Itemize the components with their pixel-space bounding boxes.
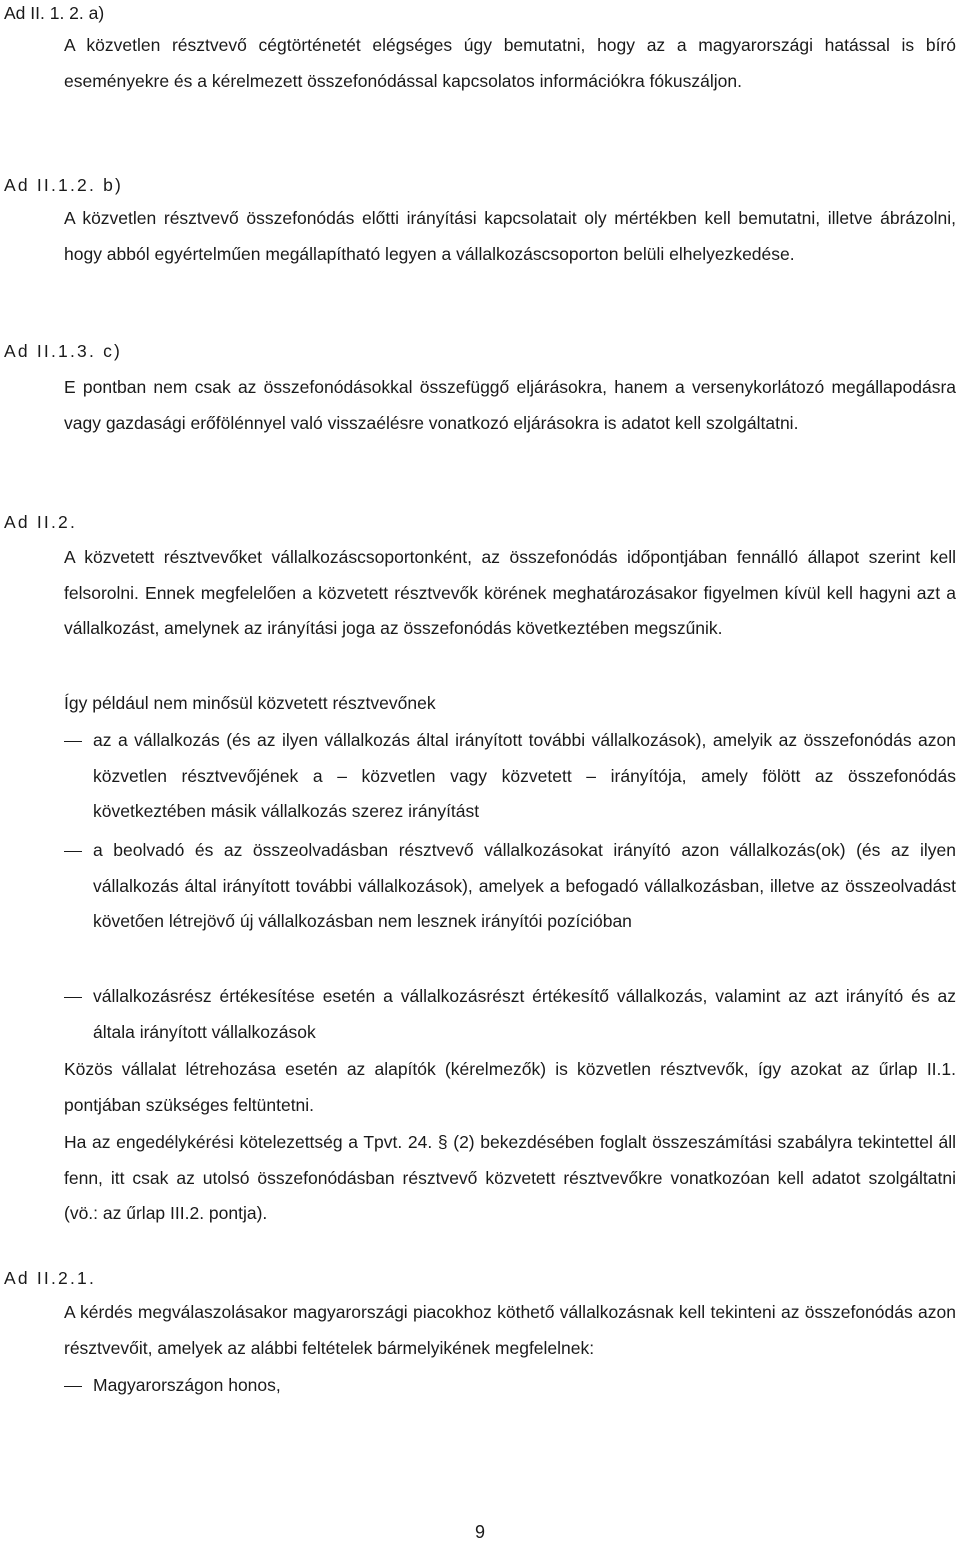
section-paragraph-ii-1-3-c: E pontban nem csak az összefonódásokkal összefüggő eljárásokra, hanem a versenykorlátozó megállapodásra vagy gazdasági erőfölénnyel való visszaélésre vonatkozó eljárásokra is adatot kell szolgáltatni. [64,377,956,433]
bullet-dash [64,997,82,998]
bullet-item: Magyarországon honos, [93,1375,281,1395]
section-paragraph-ii-2: A közvetett résztvevőket vállalkozáscsoportonként, az összefonódás időpontjában fennálló állapot szerint kell felsorolni. Ennek megfelelően a közvetett résztvevők körének meghatározásakor figyelmen kívül kell hagyni azt a vállalkozást, amelynek az irányítási joga az összefonódás következtében megszűnik. [64,547,956,638]
bullet-item: az a vállalkozás (és az ilyen vállalkozás által irányított további vállalkozások), amelyik az összefonódás azon közvetlen résztvevőjének a – közvetlen vagy közvetett – irányítója, amely fölött az összefonódás következtében másik vállalkozás szerez irányítást [93,730,956,821]
section-heading-ii-1-2-a: Ad II. 1. 2. a) [4,3,105,23]
bullet-dash [64,741,82,742]
bullet-item: a beolvadó és az összeolvadásban résztvevő vállalkozásokat irányító azon vállalkozás(ok) (és az ilyen vállalkozás által irányított további vállalkozások), amelyek a befogadó vállalkozásban, illetve az összeolvadást követően létrejövő új vállalkozásban nem lesznek irányítói pozícióban [93,840,956,931]
section-heading-ii-1-3-c: Ad II.1.3. c) [4,341,123,361]
bullet-dash [64,851,82,852]
section-paragraph-ii-1-2-a: A közvetlen résztvevő cégtörténetét elégséges úgy bemutatni, hogy az a magyarországi hatással is bíró eseményekre és a kérelmezett összefonódással kapcsolatos információkra fókuszáljon. [64,35,956,91]
section-heading-ii-1-2-b: Ad II.1.2. b) [4,175,124,195]
section-intro-ii-2: Így például nem minősül közvetett résztvevőnek [64,693,436,713]
section-paragraph-ii-1-2-b: A közvetlen résztvevő összefonódás előtti irányítási kapcsolatait oly mértékben kell bemutatni, illetve ábrázolni, hogy abból egyértelműen megállapítható legyen a vállalkozáscsoporton belüli elhelyezkedése. [64,208,956,264]
section-paragraph-ii-2-1: A kérdés megválaszolásakor magyarországi piacokhoz köthető vállalkozásnak kell tekinteni az összefonódás azon résztvevőit, amelyek az alábbi feltételek bármelyikének megfelelnek: [64,1302,956,1358]
tpvt-paragraph: Ha az engedélykérési kötelezettség a Tpvt. 24. § (2) bekezdésében foglalt összeszámítási szabályra tekintettel áll fenn, itt csak az utolsó összefonódásban résztvevő közvetett résztvevőkre vonatkozóan kell adatot szolgáltatni (vö.: az űrlap III.2. pontja). [64,1132,956,1223]
joint-venture-paragraph: Közös vállalat létrehozása esetén az alapítók (kérelmezők) is közvetlen résztvevők, így azokat az űrlap II.1. pontjában szükséges feltüntetni. [64,1059,956,1115]
bullet-dash [64,1386,82,1387]
section-heading-ii-2-1: Ad II.2.1. [4,1268,97,1288]
page-number: 9 [474,1522,485,1542]
bullet-item: vállalkozásrész értékesítése esetén a vállalkozásrészt értékesítő vállalkozás, valamint az azt irányító és az általa irányított vállalkozások [93,986,956,1042]
section-heading-ii-2: Ad II.2. [4,512,78,532]
